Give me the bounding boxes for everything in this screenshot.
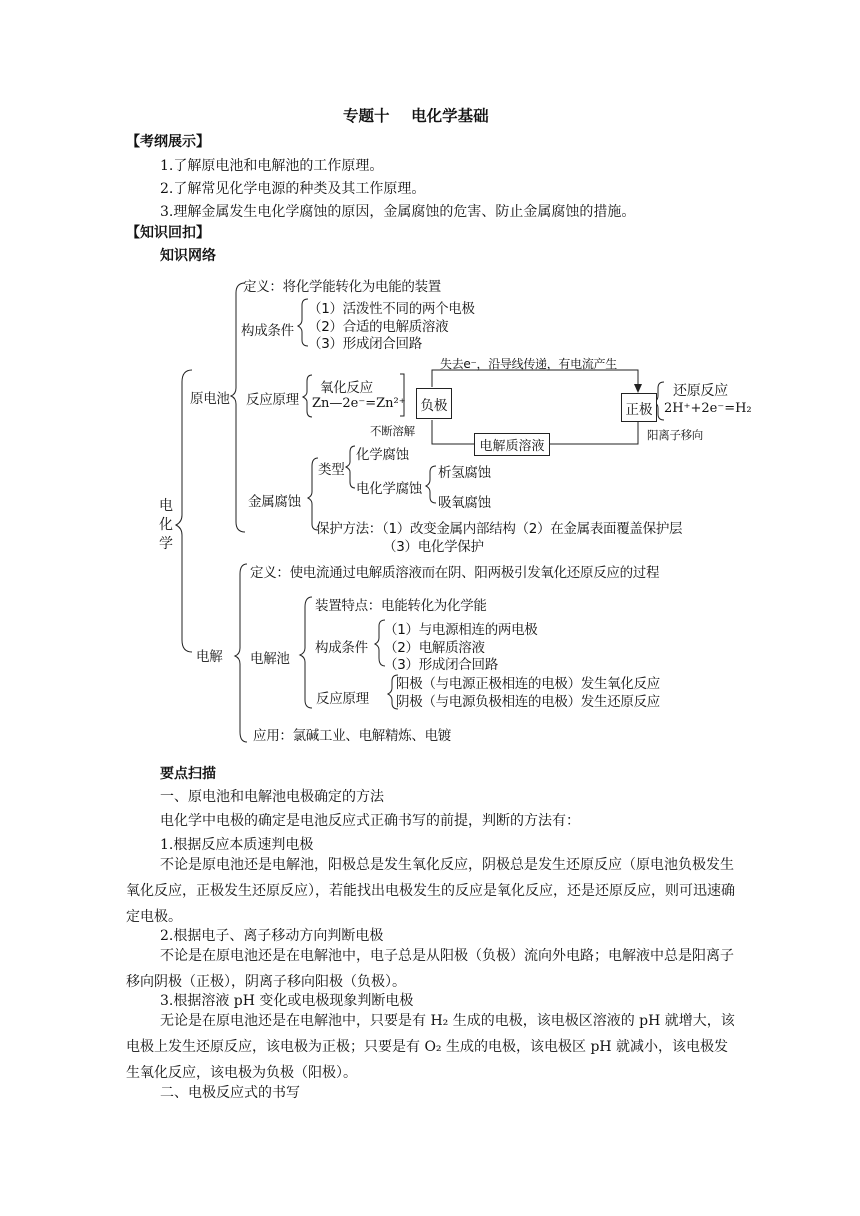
electrolysis-composition-label: 构成条件: [315, 640, 368, 656]
zn-equation: Zn—2e⁻=Zn²⁺: [312, 396, 406, 411]
section-2-heading: 二、电极反应式的书写: [160, 1085, 300, 1101]
syllabus-heading: 【考纲展示】: [126, 134, 210, 150]
electron-flow-note: 失去e⁻，沿导线传递，有电流产生: [440, 357, 617, 371]
galvanic-composition-2: （2）合适的电解质溶液: [308, 319, 449, 335]
method-1-paragraph: 不论是原电池还是电解池，阳极总是发生氧化反应，阴极总是发生还原反应（原电池负极发生氧化反应，正极发生还原反应），若能找出电极发生的反应是氧化反应，还是还原反应，则可迅速确定电极。: [126, 857, 735, 925]
protection-methods-3: （3）电化学保护: [383, 539, 484, 555]
electrolysis-reaction-label: 反应原理: [316, 691, 369, 707]
syllabus-item-1: 1.了解原电池和电解池的工作原理。: [160, 158, 384, 174]
electrolyte-box: [474, 433, 550, 456]
h-equation: 2H⁺+2e⁻=H₂: [664, 401, 752, 416]
galvanic-composition-label: 构成条件: [241, 323, 294, 339]
galvanic-label: 原电池: [190, 391, 230, 407]
anode-reaction: 阳极（与电源正极相连的电极）发生氧化反应: [396, 676, 660, 692]
electrolysis-definition: 定义：使电流通过电解质溶液而在阴、阳两极引发氧化还原反应的过程: [250, 565, 660, 581]
electrolysis-label: 电解: [196, 649, 223, 665]
electrochem-corrosion: 电化学腐蚀: [356, 481, 422, 497]
oxygen-absorption-corrosion: 吸氧腐蚀: [438, 495, 491, 511]
application: 应用：氯碱工业、电解精炼、电镀: [253, 728, 451, 744]
method-3-heading: 3.根据溶液 pH 变化或电极现象判断电极: [160, 993, 414, 1009]
network-label: 知识网络: [160, 248, 216, 264]
method-2-paragraph: 不论是在原电池还是在电解池中，电子总是从阳极（负极）流向外电路；电解液中总是阳离子移向阴极（正极），阴离子移向阳极（负极）。: [126, 948, 734, 990]
galvanic-composition-1: （1）活泼性不同的两个电极: [308, 301, 475, 317]
reduction-label: 还原反应: [673, 383, 728, 399]
electrolysis-composition-3: （3）形成闭合回路: [384, 657, 498, 673]
corrosion-type-label: 类型: [318, 462, 345, 478]
oxidation-label: 氧化反应: [320, 380, 373, 396]
dissolve-note: 不断溶解: [370, 424, 415, 438]
cathode-reaction: 阴极（与电源负极相连的电极）发生还原反应: [396, 694, 660, 710]
method-3-paragraph: 无论是在原电池还是在电解池中，只要是有 H₂ 生成的电极，该电极区溶液的 pH 就增大，该电极上发生还原反应，该电极为正极；只要是有 O₂ 生成的电极，该电极区 pH 就减小，该电极发生氧化反应，该电极为负极（阳极）。: [126, 1013, 735, 1081]
negative-electrode-label: 负极: [420, 397, 448, 414]
electrolytic-cell-label: 电解池: [250, 651, 290, 667]
method-1-heading: 1.根据反应本质速判电极: [160, 837, 314, 853]
negative-electrode-box: [416, 388, 452, 419]
galvanic-definition: 定义：将化学能转化为电能的装置: [243, 279, 441, 295]
electrolysis-composition-2: （2）电解质溶液: [384, 640, 485, 656]
hydrogen-evolution-corrosion: 析氢腐蚀: [438, 465, 491, 481]
cation-move-note: 阳离子移向: [647, 428, 703, 442]
intro-text: 电化学中电极的确定是电池反应式正确书写的前提，判断的方法有：: [160, 813, 580, 829]
syllabus-item-2: 2.了解常见化学电源的种类及其工作原理。: [160, 181, 426, 197]
section-1-heading: 一、原电池和电解池电极确定的方法: [160, 789, 384, 805]
chem-corrosion: 化学腐蚀: [356, 447, 409, 463]
electrolyte-label: 电解质溶液: [479, 439, 545, 454]
galvanic-reaction-label: 反应原理: [246, 392, 299, 408]
device-feature: 装置特点：电能转化为化学能: [315, 598, 487, 614]
root-node: 电化学: [159, 498, 173, 552]
positive-electrode-label: 正极: [625, 401, 653, 418]
corrosion-label: 金属腐蚀: [248, 494, 301, 510]
galvanic-composition-3: （3）形成闭合回路: [308, 336, 422, 352]
method-2-heading: 2.根据电子、离子移动方向判断电极: [160, 928, 384, 944]
electrolysis-composition-1: （1）与电源相连的两电极: [384, 622, 538, 638]
scan-heading: 要点扫描: [160, 766, 216, 782]
syllabus-item-3: 3.理解金属发生电化学腐蚀的原因，金属腐蚀的危害、防止金属腐蚀的措施。: [160, 204, 636, 220]
protection-methods: 保护方法：（1）改变金属内部结构（2）在金属表面覆盖保护层: [316, 521, 683, 537]
positive-electrode-box: [621, 393, 657, 422]
review-heading: 【知识回扣】: [126, 225, 210, 241]
page-title: 专题十 电化学基础: [343, 107, 489, 125]
